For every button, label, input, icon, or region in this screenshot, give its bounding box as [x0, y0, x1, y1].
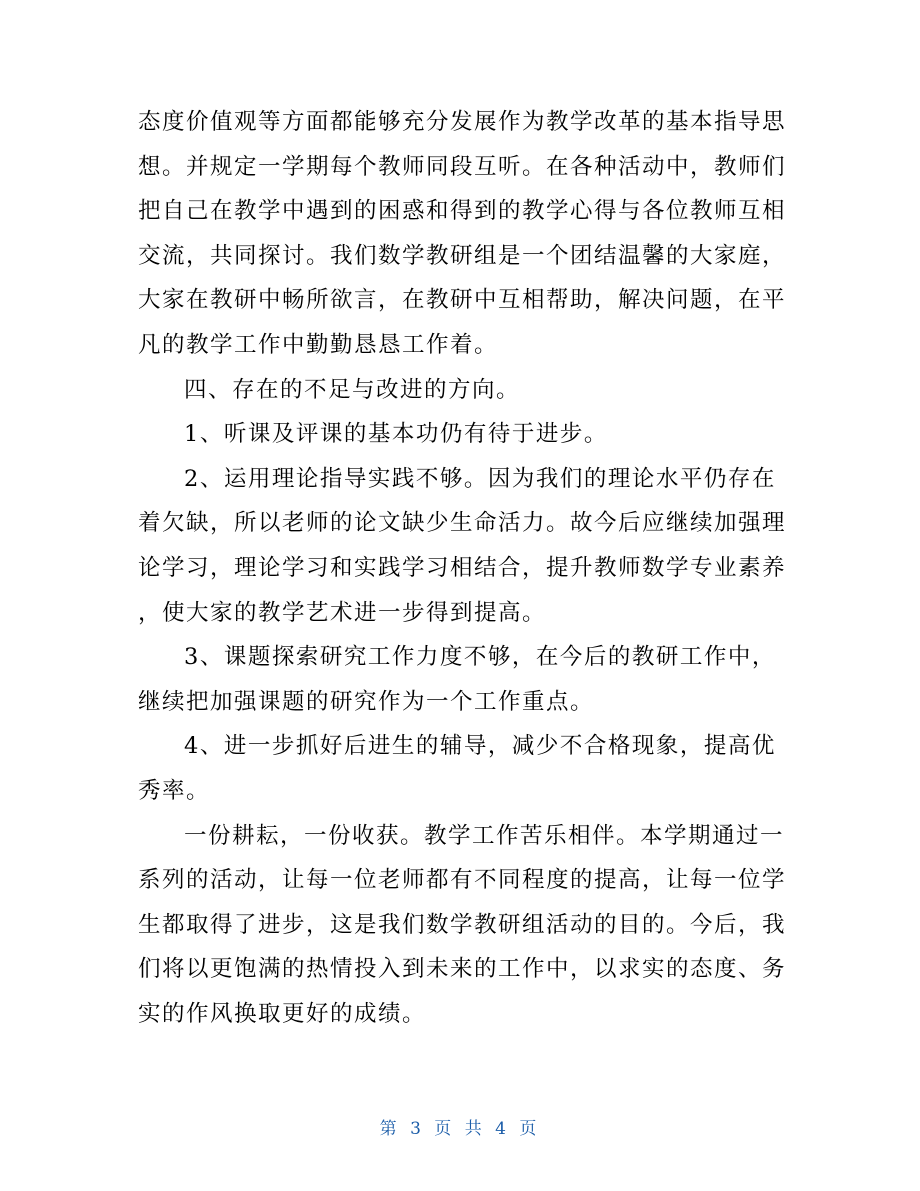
footer-current-page: 3	[410, 1119, 425, 1139]
text-line: 继续把加强课题的研究作为一个工作重点。	[138, 688, 595, 715]
text-line: ，使大家的教学艺术进一步得到提高。	[138, 599, 547, 626]
document-body	[138, 100, 798, 1036]
footer-prefix: 第	[379, 1119, 401, 1139]
text-line: 系列的活动，让每一位老师都有不同程度的提高，让每一位学	[138, 867, 787, 894]
page-footer	[0, 1114, 920, 1139]
list-item: 2、运用理论指导实践不够。因为我们的理论水平仍存在	[184, 465, 776, 492]
text-line: 态度价值观等方面都能够充分发展作为教学改革的基本指导思	[138, 109, 787, 135]
text-line: 大家在教研中畅所欲言，在教研中互相帮助，解决问题，在平	[138, 287, 787, 314]
text-line: 论学习，理论学习和实践学习相结合，提升教师数学专业素养	[138, 554, 787, 581]
text-line: 生都取得了进步，这是我们数学教研组活动的目的。今后，我	[138, 911, 787, 938]
text-line: 秀率。	[138, 777, 211, 804]
text-line: 把自己在教学中遇到的困惑和得到的教学心得与各位教师互相	[138, 198, 787, 225]
text-line: 们将以更饱满的热情投入到未来的工作中，以求实的态度、务	[138, 956, 787, 983]
footer-suffix: 页	[519, 1119, 541, 1139]
text-line: 想。并规定一学期每个教师同段互听。在各种活动中，教师们	[138, 153, 787, 180]
footer-total-pages: 4	[495, 1119, 510, 1139]
section-heading: 四、存在的不足与改进的方向。	[184, 376, 521, 403]
paragraph-start: 一份耕耘，一份收获。教学工作苦乐相伴。本学期通过一	[184, 822, 785, 849]
list-item: 3、课题探索研究工作力度不够，在今后的教研工作中，	[184, 644, 776, 671]
footer-total-prefix: 共	[464, 1119, 486, 1139]
footer-page-word: 页	[434, 1119, 456, 1139]
list-item: 1、听课及评课的基本功仍有待于进步。	[184, 421, 608, 448]
text-line: 凡的教学工作中勤勤恳恳工作着。	[138, 331, 499, 358]
text-line: 着欠缺，所以老师的论文缺少生命活力。故今后应继续加强理	[138, 510, 787, 537]
text-line: 实的作风换取更好的成绩。	[138, 1000, 427, 1027]
list-item: 4、进一步抓好后进生的辅导，减少不合格现象，提高优	[184, 733, 776, 760]
text-line: 交流，共同探讨。我们数学教研组是一个团结温馨的大家庭，	[138, 242, 787, 269]
